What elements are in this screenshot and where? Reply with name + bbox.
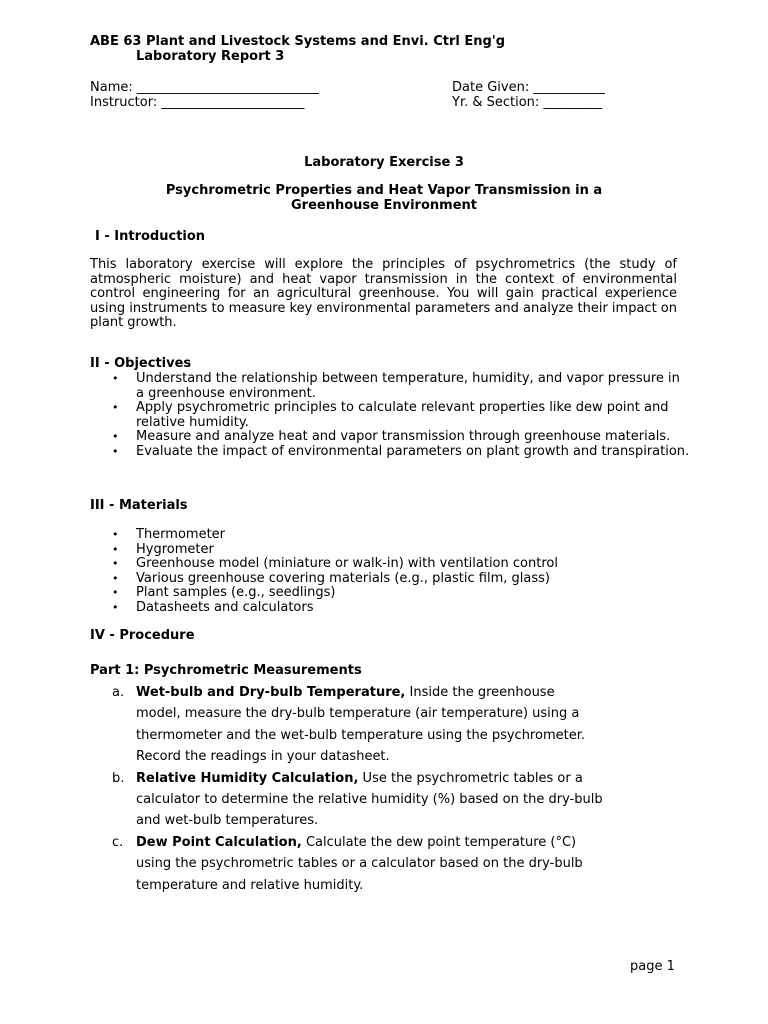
step-text: Use the psychrometric tables or a <box>358 770 583 786</box>
step-text: Record the readings in your datasheet. <box>136 748 390 764</box>
step-text: and wet-bulb temperatures. <box>136 813 319 829</box>
objectives-list <box>90 372 690 459</box>
step-text: using the psychrometric tables or a calculator based on the dry-bulb <box>136 856 583 872</box>
step-title: Dew Point Calculation, <box>136 835 302 851</box>
step-marker: b. <box>112 770 125 786</box>
date-given-field: Date Given: ___________ <box>452 80 605 95</box>
step-marker: a. <box>112 685 125 700</box>
material-item-5: • Plant samples (e.g., seedlings) <box>90 586 690 601</box>
instructor-field: Instructor: ______________________ <box>90 95 305 110</box>
material-item-1: • Thermometer <box>90 528 690 543</box>
objective-item-1: • Understand the relationship between temperature, humidity, and vapor pressure in a greenhouse environment. <box>90 372 690 401</box>
intro-paragraph: This laboratory exercise will explore the principles of psychrometrics (the study of atmospheric moisture) and heat vapor transmission in the context of environmental control engineering for an agricultural greenhouse. You will gain practical experience using instruments to measure key environmental parameters and analyze their impact on plant growth. <box>90 257 677 330</box>
step-title: Relative Humidity Calculation, <box>136 770 359 786</box>
exercise-title-line-2: Greenhouse Environment <box>291 198 477 213</box>
step-text: thermometer and the wet-bulb temperature using the psychrometer. <box>136 727 585 743</box>
exercise-title-line-1: Psychrometric Properties and Heat Vapor Transmission in a <box>165 183 603 198</box>
material-item-2: • Hygrometer <box>90 543 690 558</box>
procedure-steps <box>90 682 690 896</box>
material-item-4: • Various greenhouse covering materials (e.g., plastic film, glass) <box>90 572 690 587</box>
exercise-label: Laboratory Exercise 3 <box>304 155 464 170</box>
course-title: ABE 63 Plant and Livestock Systems and Envi. Ctrl Eng'g <box>90 34 506 49</box>
step-title: Wet-bulb and Dry-bulb Temperature, <box>136 685 406 700</box>
materials-heading: III - Materials <box>90 498 188 513</box>
objective-item-4: • Evaluate the impact of environmental parameters on plant growth and transpiration. <box>90 445 690 460</box>
objective-item-3: • Measure and analyze heat and vapor transmission through greenhouse materials. <box>90 430 690 445</box>
materials-list <box>90 528 690 615</box>
step-marker: c. <box>112 835 124 851</box>
step-text: model, measure the dry-bulb temperature (air temperature) using a <box>136 706 580 722</box>
procedure-step-b <box>90 768 690 832</box>
section-field: Yr. & Section: _________ <box>452 95 602 110</box>
material-item-6: • Datasheets and calculators <box>90 601 690 616</box>
intro-heading: I - Introduction <box>95 229 206 244</box>
objectives-heading: II - Objectives <box>90 356 192 371</box>
report-title: Laboratory Report 3 <box>136 49 285 64</box>
step-text: Calculate the dew point temperature (°C) <box>301 835 577 851</box>
material-item-3: • Greenhouse model (miniature or walk-in) with ventilation control <box>90 557 690 572</box>
part1-title: Part 1: Psychrometric Measurements <box>90 663 362 678</box>
name-field: Name: ____________________________ <box>90 80 319 95</box>
step-text: calculator to determine the relative humidity (%) based on the dry-bulb <box>136 791 603 807</box>
procedure-step-a <box>90 682 690 767</box>
step-text: temperature and relative humidity. <box>136 877 364 893</box>
step-text: Inside the greenhouse <box>405 685 555 700</box>
objective-item-2: • Apply psychrometric principles to calculate relevant properties like dew point and relative humidity. <box>90 401 690 430</box>
procedure-step-c <box>90 832 690 896</box>
page-number: page 1 <box>630 959 675 974</box>
procedure-heading: IV - Procedure <box>90 628 195 643</box>
